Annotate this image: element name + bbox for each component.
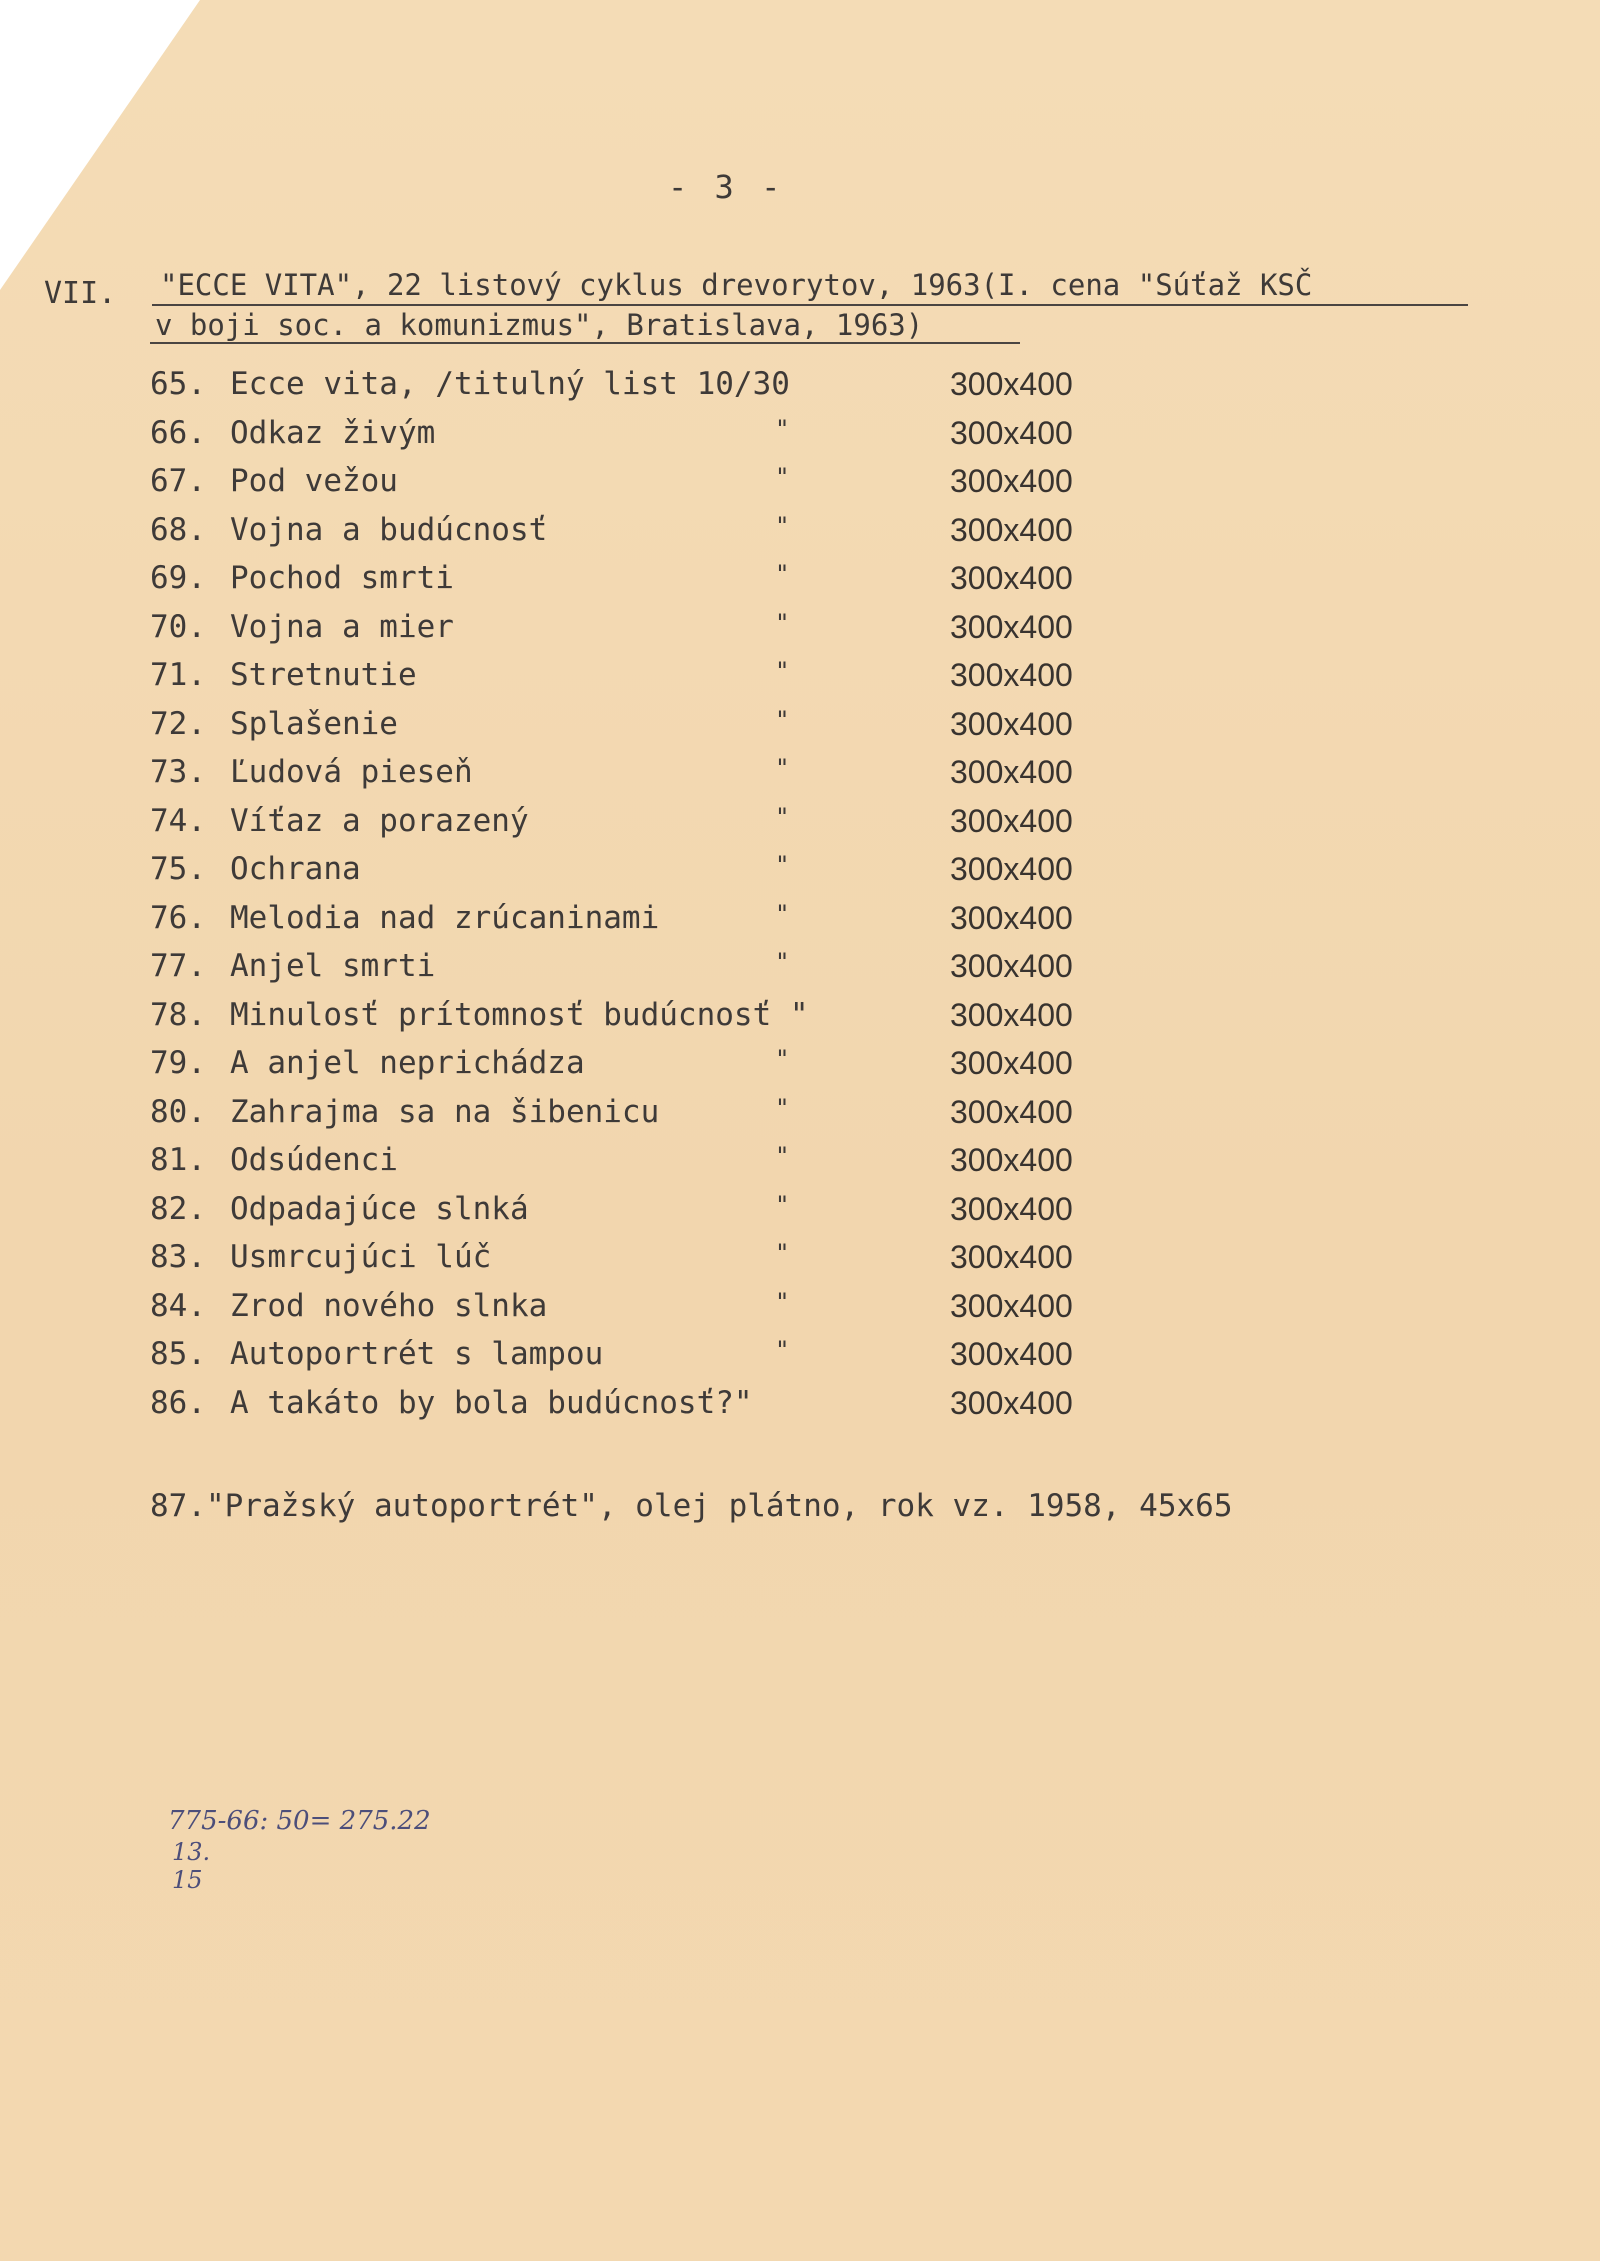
item-number: 84. [150,1287,206,1324]
item-title: Autoportrét s lampou [230,1336,604,1372]
item-size: 300x400 [950,1287,1073,1324]
ditto-mark: " [775,1239,790,1267]
list-item [150,657,1130,706]
item-title: Víťaz a porazený [230,802,529,839]
item-size: 300x400 [950,463,1073,499]
list-item [150,1191,1130,1240]
item-title: Zrod nového slnka [230,1287,548,1324]
ditto-mark: " [775,414,790,443]
item-number: 73. [150,754,206,790]
item-number: 75. [150,851,206,887]
list-item [150,1385,1130,1434]
item-number: 77. [150,948,206,984]
list-item [150,948,1130,997]
folded-corner [0,0,200,290]
ditto-mark: " [775,754,790,782]
list-item [150,1288,1130,1337]
handwritten-note-line-1: 775-66: 50= 275.22 [168,1806,431,1836]
item-size: 300x400 [950,511,1073,548]
list-item [150,851,1130,900]
item-size: 300x400 [950,899,1073,936]
list-item [150,415,1130,464]
item-title: Zahrajma sa na šibenicu [230,1093,660,1130]
item-size: 300x400 [950,802,1073,839]
section-heading-line-1: "ECCE VITA", 22 listový cyklus drevorytov, 1963(I. cena "Súťaž KSČ [160,268,1313,302]
ditto-mark: " [775,899,790,928]
ditto-mark: " [775,657,790,685]
item-title: A anjel neprichádza [230,1045,585,1081]
section-number: VII. [44,276,117,311]
list-item [150,560,1130,609]
item-title: Ochrana [230,851,361,887]
list-item [150,609,1130,658]
item-number: 74. [150,802,206,839]
item-title: Odsúdenci [230,1142,398,1178]
handwritten-note-line-3: 15 [172,1866,203,1894]
item-size: 300x400 [950,1045,1073,1081]
ditto-mark: " [775,1287,790,1316]
item-title: Odpadajúce slnká [230,1190,529,1227]
list-item [150,803,1130,852]
list-item [150,997,1130,1046]
item-number: 72. [150,705,206,742]
item-size: 300x400 [950,948,1073,984]
item-size: 300x400 [950,1190,1073,1227]
item-size: 300x400 [950,560,1073,596]
item-number: 69. [150,560,206,596]
item-size: 300x400 [950,657,1073,693]
ditto-mark: " [775,1142,790,1170]
ditto-mark: " [775,705,790,734]
item-number: 86. [150,1384,206,1421]
list-item [150,900,1130,949]
item-number: 79. [150,1045,206,1081]
ditto-mark: " [775,511,790,540]
ditto-mark: " [775,560,790,588]
item-size: 300x400 [950,1142,1073,1178]
heading-underline-2 [150,342,1020,344]
list-item [150,512,1130,561]
item-number: 76. [150,899,206,936]
item-size: 300x400 [950,1336,1073,1372]
item-size: 300x400 [950,414,1073,451]
item-title: Ľudová pieseň [230,754,473,790]
page-number: - 3 - [668,168,785,206]
item-size: 300x400 [950,851,1073,887]
item-size: 300x400 [950,754,1073,790]
item-number: 81. [150,1142,206,1178]
item-size: 300x400 [950,705,1073,742]
list-item [150,1045,1130,1094]
item-title: Odkaz živým [230,414,436,451]
item-title: Vojna a mier [230,608,454,645]
section-heading-line-2: v boji soc. a komunizmus", Bratislava, 1963) [155,308,924,342]
item-number: 67. [150,463,206,499]
handwritten-note-line-2: 13. [172,1838,211,1866]
list-item [150,1336,1130,1385]
item-number: 83. [150,1239,206,1275]
item-title: Splašenie [230,705,398,742]
ditto-mark: " [775,1045,790,1073]
ditto-mark: " [775,463,790,491]
list-item [150,1239,1130,1288]
artwork-list [150,366,1130,1433]
item-size: 300x400 [950,1384,1073,1421]
ditto-mark: " [775,1336,790,1364]
item-title: Usmrcujúci lúč [230,1239,492,1275]
item-size: 300x400 [950,608,1073,645]
item-title: Melodia nad zrúcaninami [230,899,660,936]
item-number: 65. [150,366,206,402]
ditto-mark: " [775,1093,790,1122]
item-number: 71. [150,657,206,693]
ditto-mark: " [775,1190,790,1219]
item-size: 300x400 [950,996,1073,1033]
ditto-mark: " [775,851,790,879]
item-title: Vojna a budúcnosť [230,511,548,548]
list-item [150,1094,1130,1143]
ditto-mark: " [775,608,790,637]
item-title: Pod vežou [230,463,398,499]
item-size: 300x400 [950,366,1073,402]
item-number: 66. [150,414,206,451]
list-item [150,366,1130,415]
item-number: 78. [150,996,206,1033]
item-number: 70. [150,608,206,645]
item-number: 82. [150,1190,206,1227]
item-title: Pochod smrti [230,560,454,596]
item-number: 68. [150,511,206,548]
ditto-mark: " [775,802,790,831]
list-item [150,463,1130,512]
item-number: 80. [150,1093,206,1130]
item-number: 85. [150,1336,206,1372]
list-item [150,754,1130,803]
heading-underline-1 [152,304,1468,306]
item-size: 300x400 [950,1239,1073,1275]
item-size: 300x400 [950,1093,1073,1130]
item-title: Anjel smrti [230,948,436,984]
item-title: A takáto by bola budúcnosť?" [230,1384,753,1421]
item-title: Minulosť prítomnosť budúcnosť " [230,996,809,1033]
extra-item: 87."Pražský autoportrét", olej plátno, rok vz. 1958, 45x65 [150,1488,1233,1524]
list-item [150,1142,1130,1191]
item-title: Stretnutie [230,657,417,693]
ditto-mark: " [775,948,790,976]
list-item [150,706,1130,755]
item-title: Ecce vita, /titulný list 10/30 [230,366,790,402]
